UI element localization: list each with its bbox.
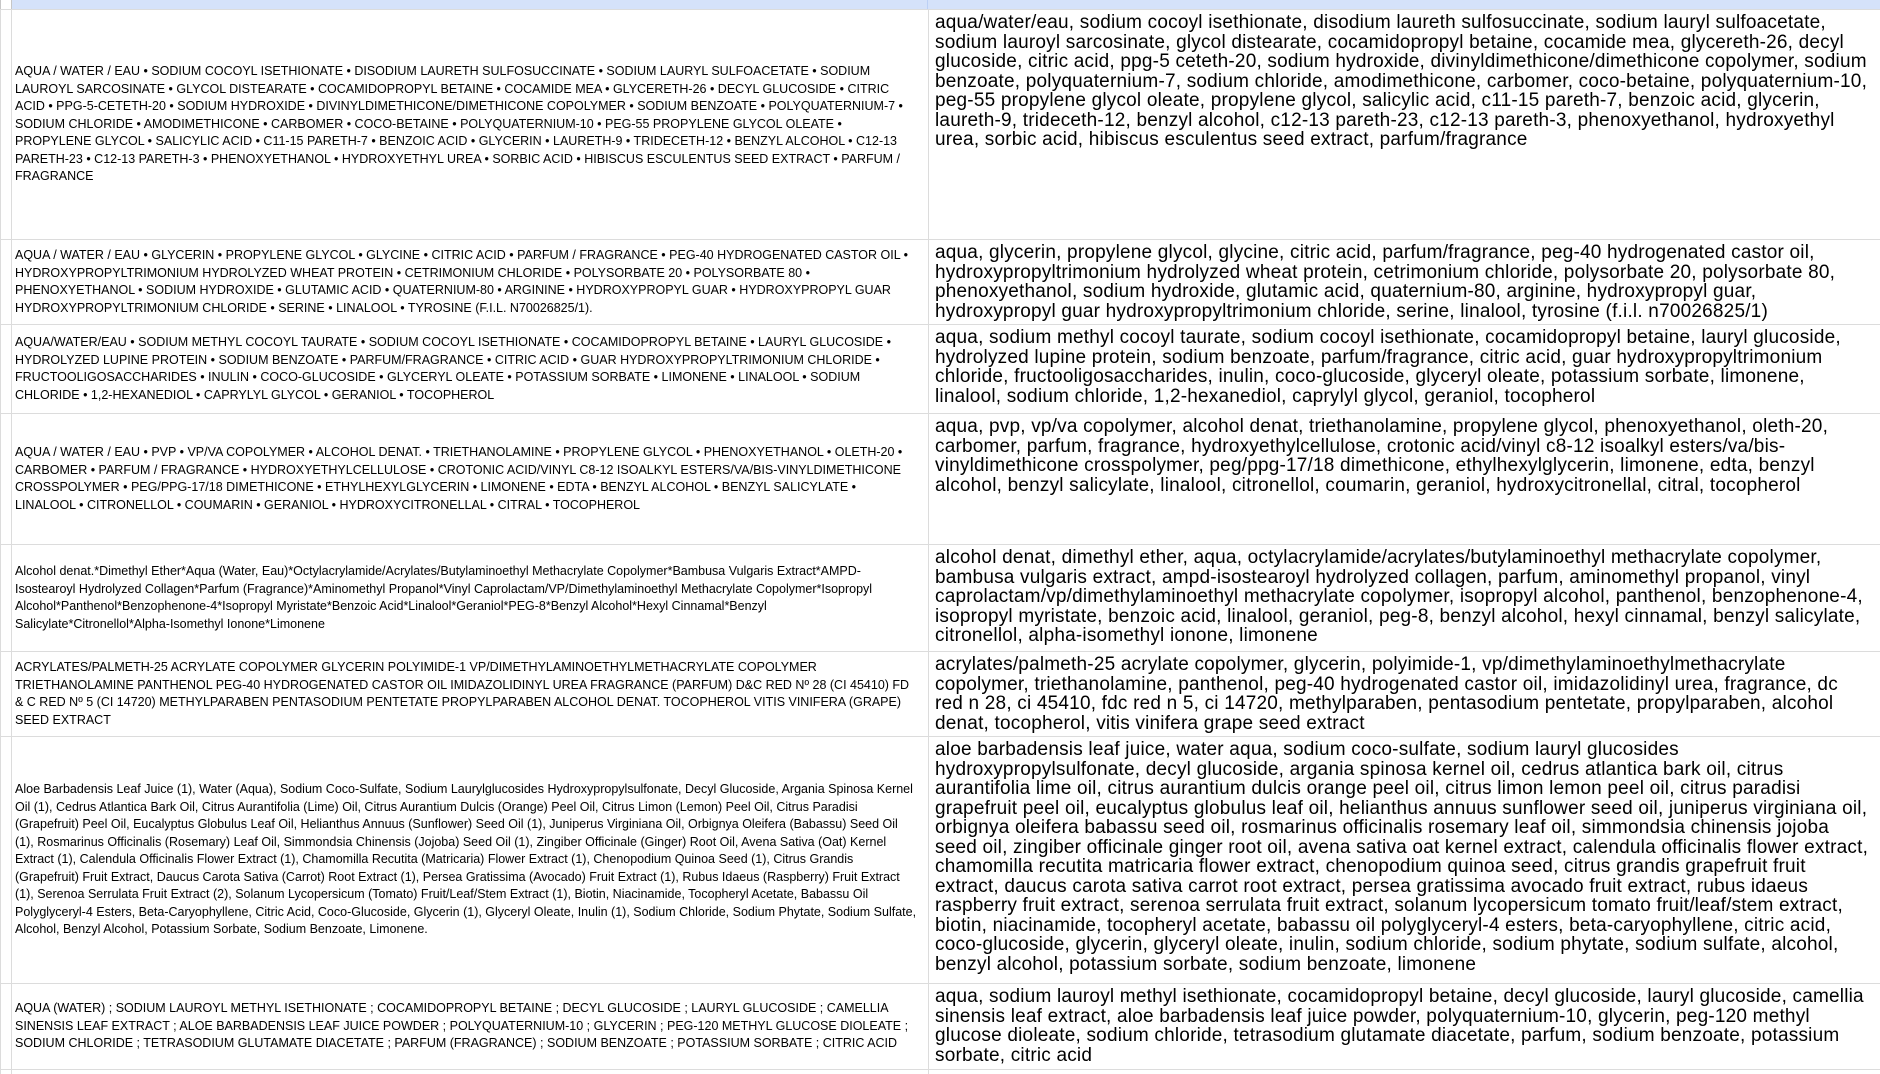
- table-row: [0, 545, 1880, 652]
- table-row: [0, 414, 1880, 545]
- normalized-ingredients-text: alcohol denat, dimethyl ether, aqua, octylacrylamide/acrylates/butylaminoethyl methacrylate copolymer, bambusa vulgaris extract, ampd-isostearoyl hydrolyzed collagen, parfum, aminomethyl propanol, vinyl caprolactam/vp/dimethylaminoethyl methacrylate copolymer, isopropyl alcohol, panthenol, benzophenone-4, isopropyl myristate, benzoic acid, linalool, geraniol, peg-8, benzyl alcohol, hexyl cinnamal, benzyl salicylate, citronellol, alpha-isomethyl ionone, limonene: [935, 547, 1863, 646]
- table-row: [0, 652, 1880, 737]
- normalized-ingredients-text: aloe barbadensis leaf juice, water aqua, sodium coco-sulfate, sodium lauryl glucosides hydroxypropylsulfonate, decyl glucoside, argania spinosa kernel oil, cedrus atlantica bark oil, citrus aurantifolia lime oil, citrus aurantium dulcis orange peel oil, citrus limon lemon peel oil, citrus paradisi grapefruit peel oil, eucalyptus globulus leaf oil, helianthus annuus sunflower seed oil, juniperus virginiana oil, orbignya oleifera babassu seed oil, rosmarinus officinalis rosemary leaf oil, simmondsia chinensis jojoba seed oil, zingiber officinale ginger root oil, avena sativa oat kernel extract, calendula officinalis flower extract, chamomilla recutita matricaria flower extract, chenopodium quinoa seed, citrus grandis grapefruit fruit extract, daucus carota sativa carrot root extract, persea gratissima avocado fruit extract, rubus idaeus raspberry fruit extract, serenoa serrulata fruit extract, solanum lycopersicum tomato fruit/leaf/stem extract, biotin, niacinamide, tocopheryl acetate, babassu oil polyglyceryl-4 esters, beta-caryophyllene, citric acid, coco-glucoside, glycerin, glyceryl oleate, inulin, sodium chloride, sodium phytate, sodium sulfate, alcohol, benzyl alcohol, potassium sorbate, sodium benzoate, limonene: [935, 739, 1869, 975]
- gutter-cell: [0, 240, 12, 324]
- normalized-ingredients-text: aqua, sodium methyl cocoyl taurate, sodium cocoyl isethionate, cocamidopropyl betaine, lauryl glucoside, hydrolyzed lupine protein, sodium benzoate, parfum/fragrance, citric acid, guar hydroxypropyltrimonium chloride, fructooligosaccharides, inulin, coco-glucoside, glyceryl oleate, potassium sorbate, limonene, linalool, sodium chloride, 1,2-hexanediol, caprylyl glycol, geraniol, tocopherol: [935, 327, 1841, 407]
- original-column-header-sliver[interactable]: [12, 0, 928, 9]
- gutter-cell: [0, 545, 12, 651]
- original-ingredients-text: AQUA / WATER / EAU • SODIUM COCOYL ISETHIONATE • DISODIUM LAURETH SULFOSUCCINATE • SODIUM LAURYL SULFOACETATE • SODIUM LAUROYL SARCOSINATE • GLYCOL DISTEARATE • COCAMIDOPROPYL BETAINE • COCAMIDE MEA • GLYCERETH-26 • DECYL GLUCOSIDE • CITRIC ACID • PPG-5-CETETH-20 • SODIUM HYDROXIDE • DIVINYLDIMETHICONE/DIMETHICONE COPOLYMER • SODIUM BENZOATE • POLYQUATERNIUM-7 • SODIUM CHLORIDE • AMODIMETHICONE • CARBOMER • COCO-BETAINE • POLYQUATERNIUM-10 • PEG-55 PROPYLENE GLYCOL OLEATE • PROPYLENE GLYCOL • SALICYLIC ACID • C11-15 PARETH-7 • BENZOIC ACID • GLYCERIN • LAURETH-9 • TRIDECETH-12 • BENZYL ALCOHOL • C12-13 PARETH-23 • C12-13 PARETH-3 • PHENOXYETHANOL • HYDROXYETHYL UREA • SORBIC ACID • HIBISCUS ESCULENTUS SEED EXTRACT • PARFUM / FRAGRANCE: [15, 64, 903, 184]
- original-ingredients-cell[interactable]: [12, 240, 928, 324]
- normalized-ingredients-cell[interactable]: [928, 325, 1880, 413]
- original-ingredients-cell[interactable]: [12, 325, 928, 413]
- table-row: [0, 10, 1880, 240]
- frozen-row-strip: [0, 0, 1880, 10]
- normalized-ingredients-cell[interactable]: [928, 240, 1880, 324]
- normalized-column-header-sliver[interactable]: [928, 0, 1880, 9]
- gutter-cell: [0, 325, 12, 413]
- table-row: [0, 737, 1880, 984]
- gutter-cell: [0, 737, 12, 983]
- table-row: [0, 984, 1880, 1070]
- row-header-column-sliver: [0, 0, 12, 9]
- normalized-ingredients-cell[interactable]: [928, 984, 1880, 1069]
- gutter-cell: [0, 984, 12, 1069]
- original-ingredients-text: Aloe Barbadensis Leaf Juice (1), Water (Aqua), Sodium Coco-Sulfate, Sodium Laurylglucosides Hydroxypropylsulfonate, Decyl Glucoside, Argania Spinosa Kernel Oil (1), Cedrus Atlantica Bark Oil, Citrus Aurantifolia (Lime) Oil, Citrus Aurantium Dulcis (Orange) Peel Oil, Citrus Limon (Lemon) Peel Oil, Citrus Paradisi (Grapefruit) Peel Oil, Eucalyptus Globulus Leaf Oil, Helianthus Annuus (Sunflower) Seed Oil (1), Juniperus Virginiana Oil, Orbignya Oleifera (Babassu) Seed Oil (1), Rosmarinus Officinalis (Rosemary) Leaf Oil, Simmondsia Chinensis (Jojoba) Seed Oil (1), Zingiber Officinale (Ginger) Root Oil, Avena Sativa (Oat) Kernel Extract (1), Calendula Officinalis Flower Extract (1), Chamomilla Recutita (Matricaria) Flower Extract (1), Chenopodium Quinoa Seed (1), Citrus Grandis (Grapefruit) Fruit Extract, Daucus Carota Sativa (Carrot) Root Extract (1), Persea Gratissima (Avocado) Fruit Extract (1), Rubus Idaeus (Raspberry) Fruit Extract (1), Serenoa Serrulata Fruit Extract (2), Solanum Lycopersicum (Tomato) Fruit/Leaf/Stem Extract (1), Biotin, Niacinamide, Tocopheryl Acetate, Babassu Oil Polyglyceryl-4 Esters, Beta-Caryophyllene, Citric Acid, Coco-Glucoside, Glycerin (1), Glyceryl Oleate, Inulin (1), Sodium Chloride, Sodium Phytate, Sodium Sulfate, Alcohol, Benzyl Alcohol, Potassium Sorbate, Sodium Benzoate, Limonene.: [15, 782, 917, 937]
- original-ingredients-cell[interactable]: [12, 984, 928, 1069]
- original-ingredients-text: ACRYLATES/PALMETH-25 ACRYLATE COPOLYMER GLYCERIN POLYIMIDE-1 VP/DIMETHYLAMINOETHYLMETHACRYLATE COPOLYMER TRIETHANOLAMINE PANTHENOL PEG-40 HYDROGENATED CASTOR OIL IMIDAZOLIDINYL UREA FRAGRANCE (PARFUM) D&C RED Nº 28 (CI 45410) FD & C RED Nº 5 (CI 14720) METHYLPARABEN PENTASODIUM PENTETATE PROPYLPARABEN ALCOHOL DENAT. TOCOPHEROL VITIS VINIFERA (GRAPE) SEED EXTRACT: [15, 660, 910, 727]
- normalized-ingredients-text: aqua, glycerin, propylene glycol, glycine, citric acid, parfum/fragrance, peg-40 hydrogenated castor oil, hydroxypropyltrimonium hydrolyzed wheat protein, cetrimonium chloride, polysorbate 20, polysorbate 80, phenoxyethanol, sodium hydroxide, glutamic acid, quaternium-80, arginine, hydroxypropyl guar, hydroxypropyl guar hydroxypropyltrimonium chloride, serine, linalool, tyrosine (f.i.l. n70026825/1): [935, 242, 1836, 322]
- empty-cell[interactable]: [928, 1070, 1880, 1074]
- normalized-ingredients-cell[interactable]: [928, 652, 1880, 736]
- empty-cell[interactable]: [12, 1070, 928, 1074]
- normalized-ingredients-cell[interactable]: [928, 10, 1880, 239]
- normalized-ingredients-text: aqua, sodium lauroyl methyl isethionate, cocamidopropyl betaine, decyl glucoside, lauryl glucoside, camellia sinensis leaf extract, aloe barbadensis leaf juice powder, polyquaternium-10, glycerin, peg-120 methyl glucose dioleate, sodium chloride, tetrasodium glutamate diacetate, parfum, sodium benzoate, potassium sorbate, citric acid: [935, 986, 1864, 1066]
- normalized-ingredients-cell[interactable]: [928, 414, 1880, 544]
- table-row: [0, 240, 1880, 325]
- original-ingredients-cell[interactable]: [12, 737, 928, 983]
- original-ingredients-cell[interactable]: [12, 652, 928, 736]
- original-ingredients-text: AQUA / WATER / EAU • PVP • VP/VA COPOLYMER • ALCOHOL DENAT. • TRIETHANOLAMINE • PROPYLENE GLYCOL • PHENOXYETHANOL • OLETH-20 • CARBOMER • PARFUM / FRAGRANCE • HYDROXYETHYLCELLULOSE • CROTONIC ACID/VINYL C8-12 ISOALKYL ESTERS/VA/BIS-VINYLDIMETHICONE CROSSPOLYMER • PEG/PPG-17/18 DIMETHICONE • ETHYLHEXYLGLYCERIN • LIMONENE • EDTA • BENZYL ALCOHOL • BENZYL SALICYLATE • LINALOOL • CITRONELLOL • COUMARIN • GERANIOL • HYDROXYCITRONELLAL • CITRAL • TOCOPHEROL: [15, 445, 903, 512]
- original-ingredients-text: AQUA / WATER / EAU • GLYCERIN • PROPYLENE GLYCOL • GLYCINE • CITRIC ACID • PARFUM / FRAGRANCE • PEG-40 HYDROGENATED CASTOR OIL • HYDROXYPROPYLTRIMONIUM HYDROLYZED WHEAT PROTEIN • CETRIMONIUM CHLORIDE • POLYSORBATE 20 • POLYSORBATE 80 • PHENOXYETHANOL • SODIUM HYDROXIDE • GLUTAMIC ACID • QUATERNIUM-80 • ARGININE • HYDROXYPROPYL GUAR • HYDROXYPROPYL GUAR HYDROXYPROPYLTRIMONIUM CHLORIDE • SERINE • LINALOOL • TYROSINE (F.I.L. N70026825/1).: [15, 248, 909, 315]
- empty-row: [0, 1070, 1880, 1074]
- table-row: [0, 325, 1880, 414]
- original-ingredients-text: Alcohol denat.*Dimethyl Ether*Aqua (Water, Eau)*Octylacrylamide/Acrylates/Butylaminoethyl Methacrylate Copolymer*Bambusa Vulgaris Extract*AMPD-Isostearoyl Hydrolyzed Collagen*Parfum (Fragrance)*Aminomethyl Propanol*Vinyl Caprolactam/VP/Dimethylaminoethyl Methacrylate Copolymer*Isopropyl Alcohol*Panthenol*Benzophenone-4*Isopropyl Myristate*Benzoic Acid*Linalool*Geraniol*PEG-8*Benzyl Alcohol*Hexyl Cinnamal*Benzyl Salicylate*Citronellol*Alpha-Isomethyl Ionone*Limonene: [15, 564, 873, 631]
- normalized-ingredients-cell[interactable]: [928, 545, 1880, 651]
- normalized-ingredients-text: aqua/water/eau, sodium cocoyl isethionate, disodium laureth sulfosuccinate, sodium lauryl sulfoacetate, sodium lauroyl sarcosinate, glycol distearate, cocamidopropyl betaine, cocamide mea, glycereth-26, decyl glucoside, citric acid, ppg-5 ceteth-20, sodium hydroxide, divinyldimethicone/dimethicone copolymer, sodium benzoate, polyquaternium-7, sodium chloride, amodimethicone, carbomer, coco-betaine, polyquaternium-10, peg-55 propylene glycol oleate, propylene glycol, salicylic acid, c11-15 pareth-7, benzoic acid, glycerin, laureth-9, trideceth-12, benzyl alcohol, c12-13 pareth-23, c12-13 pareth-3, phenoxyethanol, hydroxyethyl urea, sorbic acid, hibiscus esculentus seed extract, parfum/fragrance: [935, 12, 1868, 150]
- gutter-cell: [0, 414, 12, 544]
- gutter-cell: [0, 1070, 12, 1074]
- original-ingredients-cell[interactable]: [12, 414, 928, 544]
- normalized-ingredients-cell[interactable]: [928, 737, 1880, 983]
- gutter-cell: [0, 10, 12, 239]
- original-ingredients-cell[interactable]: [12, 10, 928, 239]
- normalized-ingredients-text: acrylates/palmeth-25 acrylate copolymer, glycerin, polyimide-1, vp/dimethylaminoethylmethacrylate copolymer, triethanolamine, panthenol, peg-40 hydrogenated castor oil, imidazolidinyl urea, fragrance, dc red n 28, ci 45410, fdc red n 5, ci 14720, methylparaben, pentasodium pentetate, propylparaben, alcohol denat, tocopherol, vitis vinifera grape seed extract: [935, 654, 1838, 734]
- original-ingredients-cell[interactable]: [12, 545, 928, 651]
- normalized-ingredients-text: aqua, pvp, vp/va copolymer, alcohol denat, triethanolamine, propylene glycol, phenoxyethanol, oleth-20, carbomer, parfum, fragrance, hydroxyethylcellulose, crotonic acid/vinyl c8-12 isoalkyl esters/va/bis-vinyldimethicone crosspolymer, peg/ppg-17/18 dimethicone, ethylhexylglycerin, limonene, edta, benzyl alcohol, benzyl salicylate, linalool, citronellol, coumarin, geraniol, hydroxycitronellal, citral, tocopherol: [935, 416, 1829, 496]
- original-ingredients-text: AQUA (WATER) ; SODIUM LAUROYL METHYL ISETHIONATE ; COCAMIDOPROPYL BETAINE ; DECYL GLUCOSIDE ; LAURYL GLUCOSIDE ; CAMELLIA SINENSIS LEAF EXTRACT ; ALOE BARBADENSIS LEAF JUICE POWDER ; POLYQUATERNIUM-10 ; GLYCERIN ; PEG-120 METHYL GLUCOSE DIOLEATE ; SODIUM CHLORIDE ; TETRASODIUM GLUTAMATE DIACETATE ; PARFUM (FRAGRANCE) ; SODIUM BENZOATE ; POTASSIUM SORBATE ; CITRIC ACID: [15, 1001, 909, 1051]
- gutter-cell: [0, 652, 12, 736]
- original-ingredients-text: AQUA/WATER/EAU • SODIUM METHYL COCOYL TAURATE • SODIUM COCOYL ISETHIONATE • COCAMIDOPROPYL BETAINE • LAURYL GLUCOSIDE • HYDROLYZED LUPINE PROTEIN • SODIUM BENZOATE • PARFUM/FRAGRANCE • CITRIC ACID • GUAR HYDROXYPROPYLTRIMONIUM CHLORIDE • FRUCTOOLIGOSACCHARIDES • INULIN • COCO-GLUCOSIDE • GLYCERYL OLEATE • POTASSIUM SORBATE • LIMONENE • LINALOOL • SODIUM CHLORIDE • 1,2-HEXANEDIOL • CAPRYLYL GLYCOL • GERANIOL • TOCOPHEROL: [15, 335, 891, 402]
